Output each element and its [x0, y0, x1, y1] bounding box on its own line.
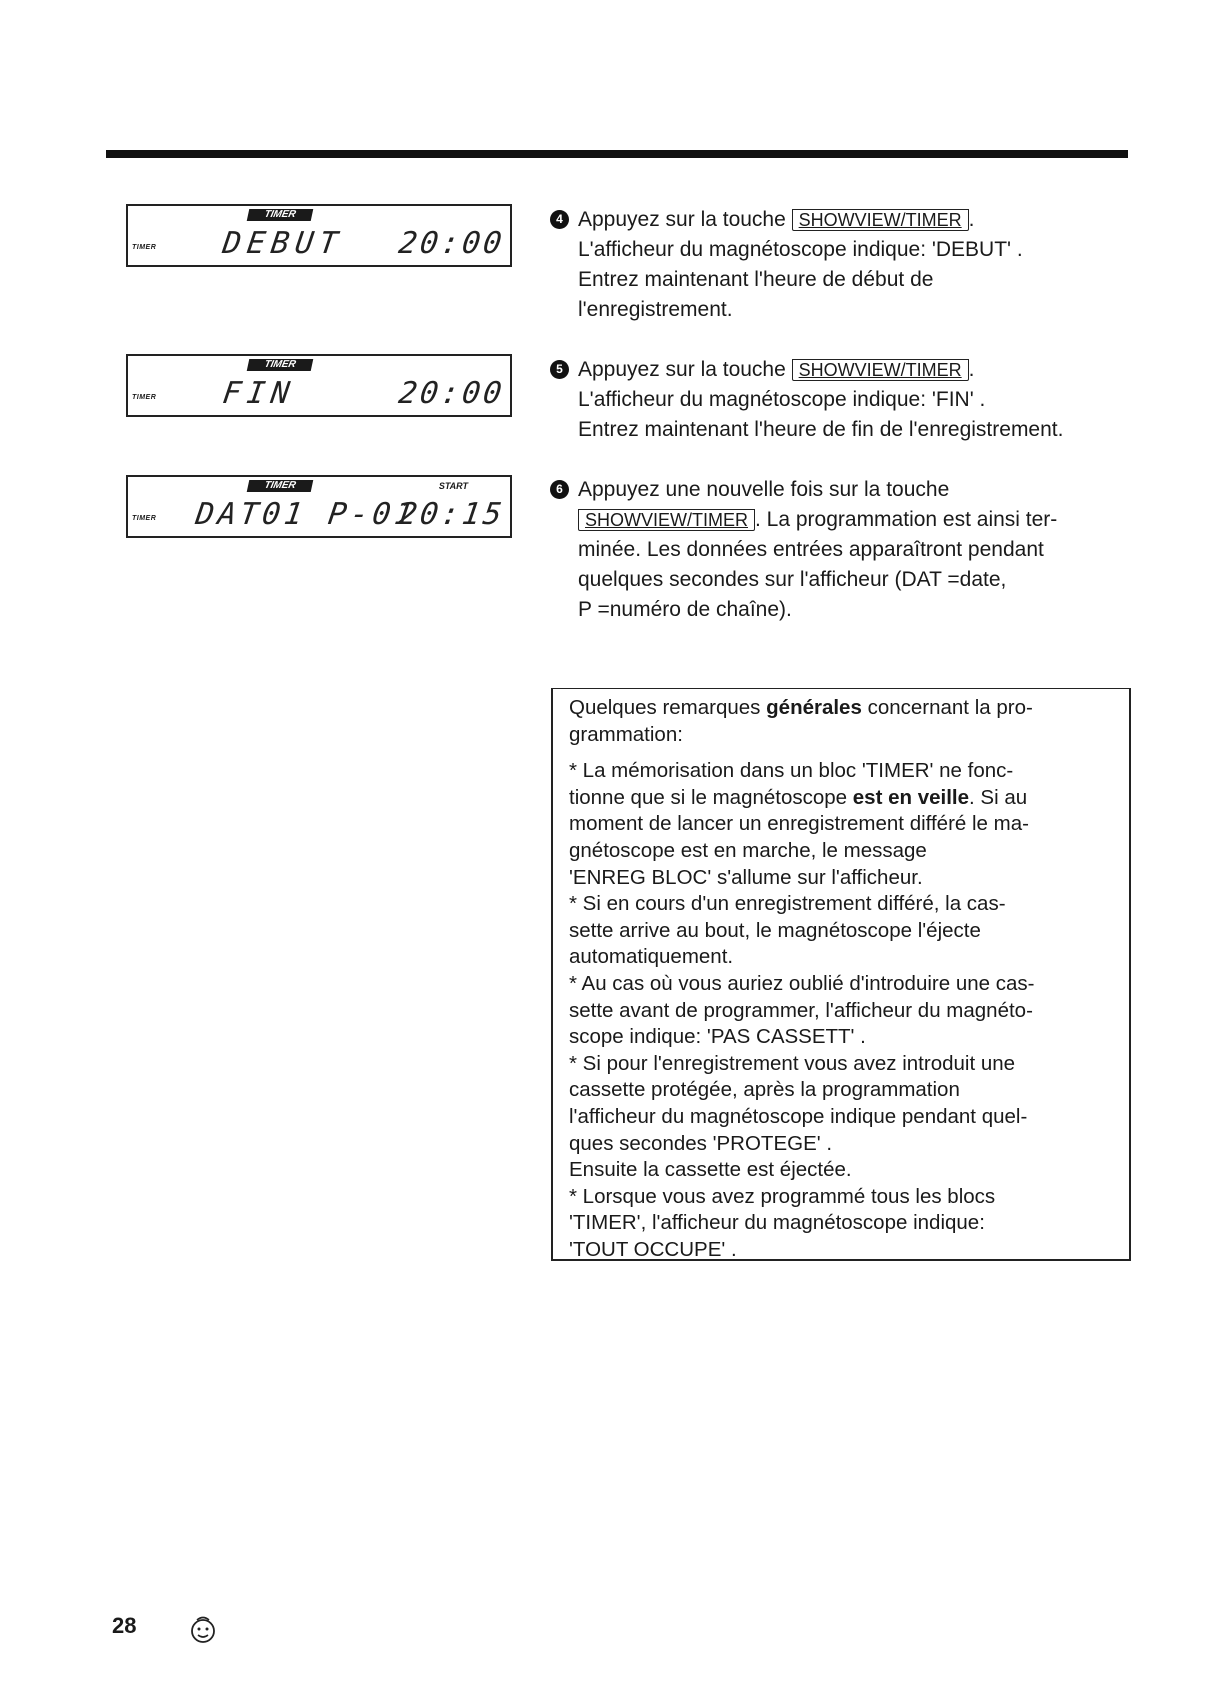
step-number-badge: 4	[550, 210, 569, 229]
notes-line: * Au cas où vous auriez oublié d'introduire une cas-	[569, 971, 1035, 995]
notes-line: 'TOUT OCCUPE' .	[569, 1237, 737, 1261]
notes-line: * Si pour l'enregistrement vous avez introduit une	[569, 1051, 1016, 1075]
notes-line: sette arrive au bout, le magnétoscope l'éjecte	[569, 918, 981, 942]
notes-line: gnétoscope est en marche, le message	[569, 838, 927, 862]
step-line: quelques secondes sur l'afficheur (DAT =date,	[578, 568, 1007, 591]
step-5	[552, 355, 1132, 445]
notes-line: scope indique: 'PAS CASSETT' .	[569, 1025, 866, 1049]
display-word: DEBUT	[220, 226, 346, 261]
notes-line: 'TIMER', l'afficheur du magnétoscope indique:	[569, 1211, 985, 1235]
step-text: Appuyez sur la touche	[578, 358, 786, 381]
step-4	[552, 205, 1132, 325]
notes-line: * La mémorisation dans un bloc 'TIMER' ne fonc-	[569, 759, 1014, 783]
display-word: DAT01 P-01	[193, 497, 420, 532]
lcd-display-date-channel	[126, 475, 512, 538]
notes-text: Quelques remarques	[569, 696, 767, 719]
notes-text: . Si au	[969, 785, 1028, 809]
general-remarks-box	[551, 688, 1131, 1261]
notes-line: automatiquement.	[569, 945, 734, 969]
notes-line: moment de lancer un enregistrement différé le ma-	[569, 812, 1029, 836]
step-number-badge: 6	[550, 480, 569, 499]
notes-line: * Lorsque vous avez programmé tous les blocs	[569, 1184, 996, 1208]
step-6	[552, 475, 1132, 625]
page-number: 28	[112, 1613, 137, 1638]
start-indicator: START	[438, 481, 468, 491]
step-line	[578, 505, 1132, 535]
notes-line: sette avant de programmer, l'afficheur du magnéto-	[569, 998, 1033, 1022]
notes-line	[569, 785, 1115, 812]
step-line: L'afficheur du magnétoscope indique: 'DEBUT' .	[578, 238, 1023, 261]
timer-mode-label: TIMER	[132, 244, 157, 251]
top-rule	[106, 150, 1128, 158]
notes-line: * Si en cours d'un enregistrement différé, la cas-	[569, 892, 1006, 916]
notes-text: concernant la pro-	[861, 696, 1033, 719]
step-line: minée. Les données entrées apparaîtront pendant	[578, 538, 1044, 561]
display-time: 20:00	[396, 226, 507, 261]
step-line	[578, 355, 1132, 385]
spacer	[569, 748, 1115, 758]
step-line: Entrez maintenant l'heure de fin de l'enregistrement.	[578, 418, 1064, 441]
notes-line: Ensuite la cassette est éjectée.	[569, 1158, 852, 1182]
showview-timer-key: SHOWVIEW/TIMER	[792, 359, 969, 381]
notes-line: 'ENREG BLOC' s'allume sur l'afficheur.	[569, 865, 923, 889]
notes-intro	[569, 695, 1115, 722]
showview-timer-key: SHOWVIEW/TIMER	[792, 209, 969, 231]
timer-badge: TIMER	[247, 359, 314, 371]
display-word: FIN	[220, 376, 298, 411]
timer-mode-label: TIMER	[132, 515, 157, 522]
timer-badge: TIMER	[247, 480, 314, 492]
notes-bold-text: générales	[766, 696, 862, 719]
notes-bold-text: est en veille	[852, 785, 970, 809]
display-time: 20:15	[396, 497, 507, 532]
step-text: .	[968, 208, 975, 231]
lcd-display-debut	[126, 204, 512, 267]
step-text: .	[968, 358, 975, 381]
timer-badge: TIMER	[247, 209, 314, 221]
notes-line: grammation:	[569, 722, 683, 746]
showview-timer-key: SHOWVIEW/TIMER	[578, 509, 755, 531]
timer-mode-label: TIMER	[132, 394, 157, 401]
smiley-face-icon	[188, 1614, 218, 1646]
step-line: Appuyez une nouvelle fois sur la touche	[578, 478, 950, 501]
step-line: L'afficheur du magnétoscope indique: 'FIN' .	[578, 388, 986, 411]
notes-line: l'afficheur du magnétoscope indique pendant quel-	[569, 1104, 1028, 1128]
step-line: P =numéro de chaîne).	[578, 598, 792, 621]
step-text: . La programmation est ainsi ter-	[755, 508, 1058, 531]
notes-text: tionne que si le magnétoscope	[569, 785, 853, 809]
display-time: 20:00	[396, 376, 507, 411]
step-line: l'enregistrement.	[578, 298, 733, 321]
step-line	[578, 205, 1132, 235]
notes-line: ques secondes 'PROTEGE' .	[569, 1131, 833, 1155]
notes-line: cassette protégée, après la programmation	[569, 1078, 960, 1102]
step-line: Entrez maintenant l'heure de début de	[578, 268, 934, 291]
step-text: Appuyez sur la touche	[578, 208, 786, 231]
step-number-badge: 5	[550, 360, 569, 379]
lcd-display-fin	[126, 354, 512, 417]
